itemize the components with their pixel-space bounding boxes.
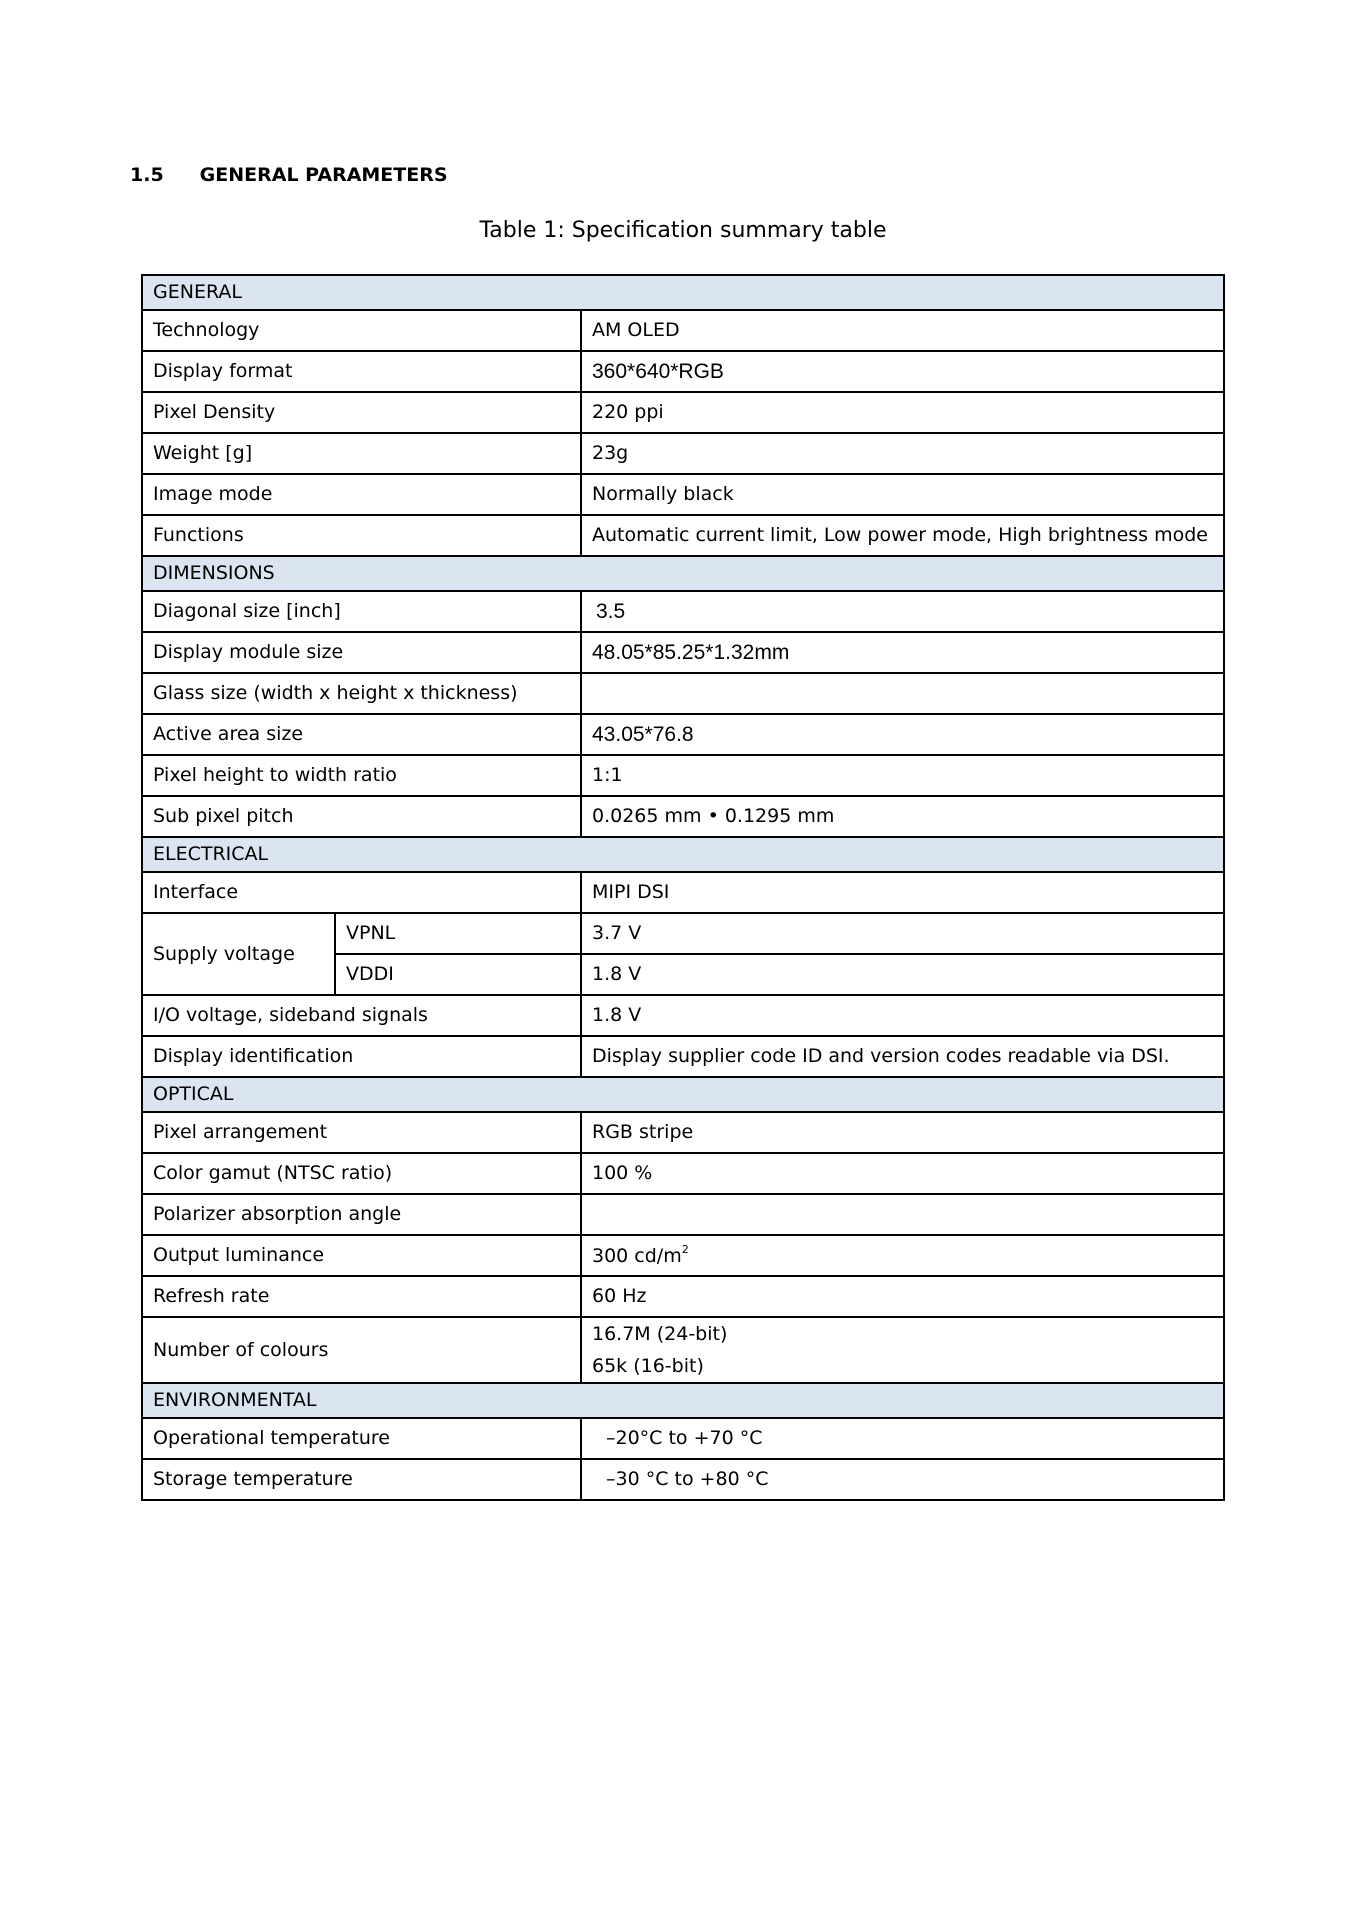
section-row-general: [142, 275, 1224, 310]
row-label: Functions: [142, 515, 581, 556]
row-value: Normally black: [581, 474, 1224, 515]
table-row: [142, 913, 1224, 954]
table-row: [142, 1153, 1224, 1194]
section-row-dimensions: [142, 556, 1224, 591]
row-value: 100 %: [581, 1153, 1224, 1194]
row-label: Number of colours: [142, 1317, 581, 1383]
table-row: [142, 1112, 1224, 1153]
section-label: ELECTRICAL: [142, 837, 1224, 872]
table-caption: Table 1: Specification summary table: [479, 218, 887, 243]
row-value: –30 °C to +80 °C: [581, 1459, 1224, 1500]
table-row: [142, 433, 1224, 474]
row-value: MIPI DSI: [581, 872, 1224, 913]
row-value: 3.7 V: [581, 913, 1224, 954]
row-value: [581, 673, 1224, 714]
row-value: Display supplier code ID and version codes readable via DSI.: [581, 1036, 1224, 1077]
row-value: AM OLED: [581, 310, 1224, 351]
row-label: Color gamut (NTSC ratio): [142, 1153, 581, 1194]
table-row: [142, 714, 1224, 755]
row-label: Polarizer absorption angle: [142, 1194, 581, 1235]
specification-table: [141, 274, 1225, 1501]
table-row: [142, 755, 1224, 796]
table-row: [142, 351, 1224, 392]
section-row-optical: [142, 1077, 1224, 1112]
row-value: 48.05*85.25*1.32mm: [581, 632, 1224, 673]
table-row: [142, 995, 1224, 1036]
table-row: [142, 1459, 1224, 1500]
row-label: Display format: [142, 351, 581, 392]
table-row: [142, 1418, 1224, 1459]
table-row: [142, 1194, 1224, 1235]
row-label: I/O voltage, sideband signals: [142, 995, 581, 1036]
row-value: 60 Hz: [581, 1276, 1224, 1317]
row-value: –20°C to +70 °C: [581, 1418, 1224, 1459]
table-row: [142, 1317, 1224, 1383]
table-row: [142, 1235, 1224, 1276]
row-value: 360*640*RGB: [581, 351, 1224, 392]
row-value: [581, 1194, 1224, 1235]
row-label: Storage temperature: [142, 1459, 581, 1500]
row-label: Sub pixel pitch: [142, 796, 581, 837]
row-label: Technology: [142, 310, 581, 351]
luminance-exponent: 2: [681, 1243, 689, 1257]
table-row: [142, 632, 1224, 673]
table-row: [142, 392, 1224, 433]
row-value: RGB stripe: [581, 1112, 1224, 1153]
row-value: 23g: [581, 433, 1224, 474]
section-title: GENERAL PARAMETERS: [199, 164, 448, 186]
colours-value-1: 16.7M (24-bit): [592, 1323, 728, 1345]
row-label: Glass size (width x height x thickness): [142, 673, 581, 714]
section-row-electrical: [142, 837, 1224, 872]
row-value: [581, 1235, 1224, 1276]
section-number: 1.5: [130, 164, 164, 186]
row-label: Supply voltage: [142, 913, 335, 995]
table-row: [142, 515, 1224, 556]
row-value: 1:1: [581, 755, 1224, 796]
row-label: Interface: [142, 872, 581, 913]
row-value: 220 ppi: [581, 392, 1224, 433]
table-row: [142, 796, 1224, 837]
colours-value-2: 65k (16-bit): [592, 1355, 704, 1377]
luminance-value: 300 cd/m: [592, 1245, 682, 1268]
section-heading: [130, 164, 448, 186]
row-value: 43.05*76.8: [581, 714, 1224, 755]
sub-label: VPNL: [335, 913, 581, 954]
section-label: OPTICAL: [142, 1077, 1224, 1112]
section-row-environmental: [142, 1383, 1224, 1418]
row-label: Display identification: [142, 1036, 581, 1077]
table-row: [142, 591, 1224, 632]
table-row: [142, 673, 1224, 714]
table-row: [142, 310, 1224, 351]
row-value: 1.8 V: [581, 995, 1224, 1036]
row-value: 0.0265 mm • 0.1295 mm: [581, 796, 1224, 837]
row-value: [581, 1317, 1224, 1383]
row-value: 1.8 V: [581, 954, 1224, 995]
row-label: Operational temperature: [142, 1418, 581, 1459]
row-label: Refresh rate: [142, 1276, 581, 1317]
row-label: Pixel height to width ratio: [142, 755, 581, 796]
row-label: Weight [g]: [142, 433, 581, 474]
row-value: Automatic current limit, Low power mode, High brightness mode: [581, 515, 1224, 556]
row-label: Diagonal size [inch]: [142, 591, 581, 632]
row-value: 3.5: [581, 591, 1224, 632]
row-label: Pixel Density: [142, 392, 581, 433]
section-label: GENERAL: [142, 275, 1224, 310]
table-row: [142, 1276, 1224, 1317]
table-row: [142, 1036, 1224, 1077]
row-label: Image mode: [142, 474, 581, 515]
sub-label: VDDI: [335, 954, 581, 995]
section-label: DIMENSIONS: [142, 556, 1224, 591]
table-row: [142, 872, 1224, 913]
row-label: Output luminance: [142, 1235, 581, 1276]
row-label: Pixel arrangement: [142, 1112, 581, 1153]
row-label: Active area size: [142, 714, 581, 755]
row-label: Display module size: [142, 632, 581, 673]
section-label: ENVIRONMENTAL: [142, 1383, 1224, 1418]
table-row: [142, 474, 1224, 515]
